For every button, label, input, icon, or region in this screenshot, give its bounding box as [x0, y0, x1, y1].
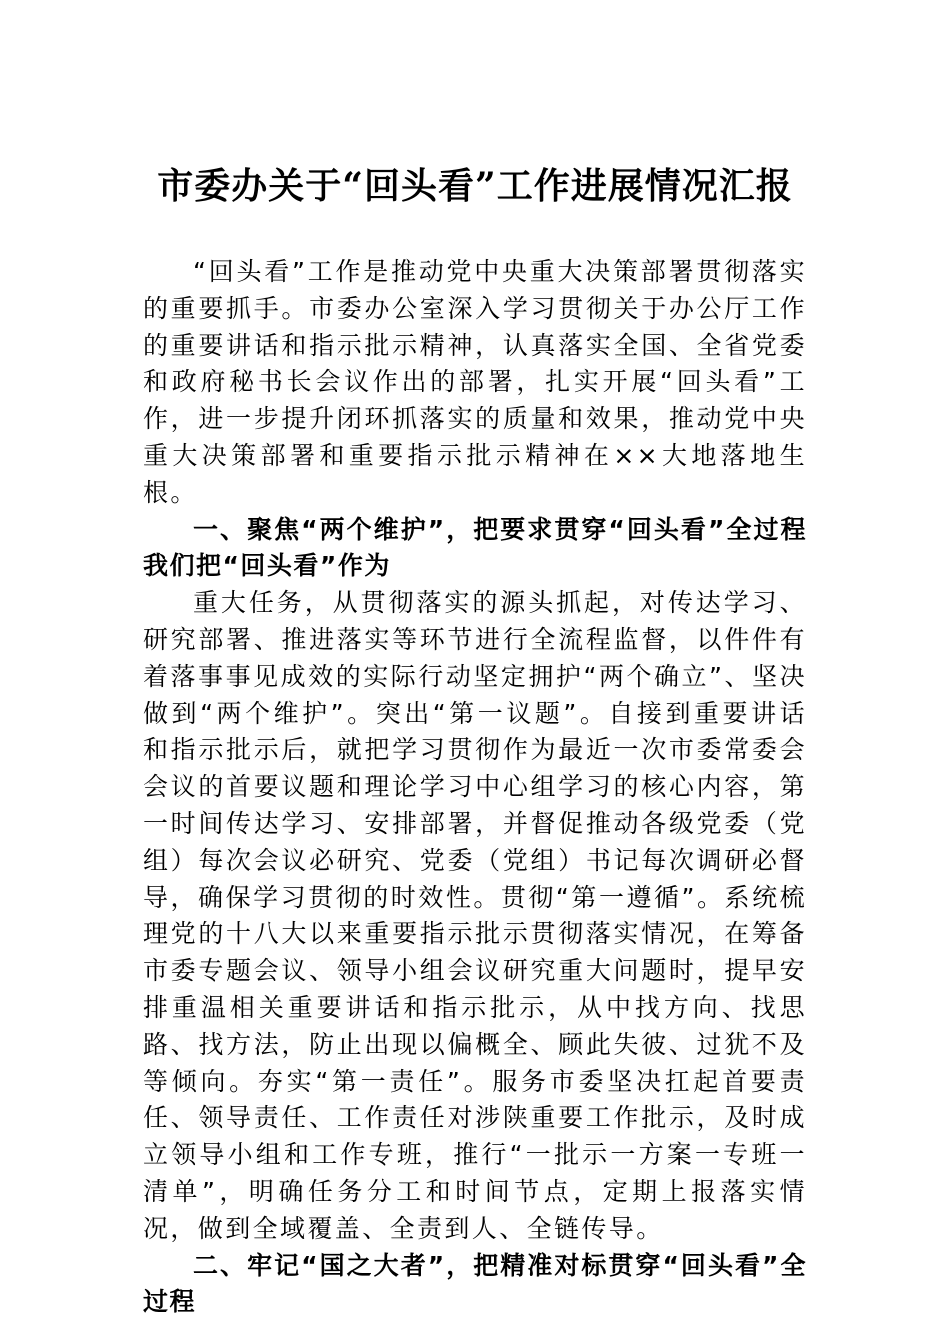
section-1-heading: 一、聚焦“两个维护”，把要求贯穿“回头看”全过程我们把“回头看”作为 [143, 514, 807, 581]
section-2-heading: 二、牢记“国之大者”，把精准对标贯穿“回头看”全过程 [143, 1250, 807, 1317]
document-title: 市委办关于“回头看”工作进展情况汇报 [157, 165, 793, 207]
document-body [143, 254, 807, 1321]
intro-paragraph: “回头看”工作是推动党中央重大决策部署贯彻落实的重要抓手。市委办公室深入学习贯彻关于办公厅工作的重要讲话和指示批示精神，认真落实全国、全省党委和政府秘书长会议作出的部署，扎实开展“回头看”工作，进一步提升闭环抓落实的质量和效果，推动党中央重大决策部署和重要指示批示精神在××大地落地生根。 [143, 257, 807, 507]
section-1-paragraph: 重大任务，从贯彻落实的源头抓起，对传达学习、研究部署、推进落实等环节进行全流程监督，以件件有着落事事见成效的实际行动坚定拥护“两个确立”、坚决做到“两个维护”。突出“第一议题”。自接到重要讲话和指示批示后，就把学习贯彻作为最近一次市委常委会会议的首要议题和理论学习中心组学习的核心内容，第一时间传达学习、安排部署，并督促推动各级党委（党组）每次会议必研究、党委（党组）书记每次调研必督导，确保学习贯彻的时效性。贯彻“第一遵循”。系统梳理党的十八大以来重要指示批示贯彻落实情况，在筹备市委专题会议、领导小组会议研究重大问题时，提早安排重温相关重要讲话和指示批示，从中找方向、找思路、找方法，防止出现以偏概全、顾此失彼、过犹不及等倾向。夯实“第一责任”。服务市委坚决扛起首要责任、领导责任、工作责任对涉陕重要工作批示，及时成立领导小组和工作专班，推行“一批示一方案一专班一清单”，明确任务分工和时间节点，定期上报落实情况，做到全域覆盖、全责到人、全链传导。 [143, 588, 807, 1243]
